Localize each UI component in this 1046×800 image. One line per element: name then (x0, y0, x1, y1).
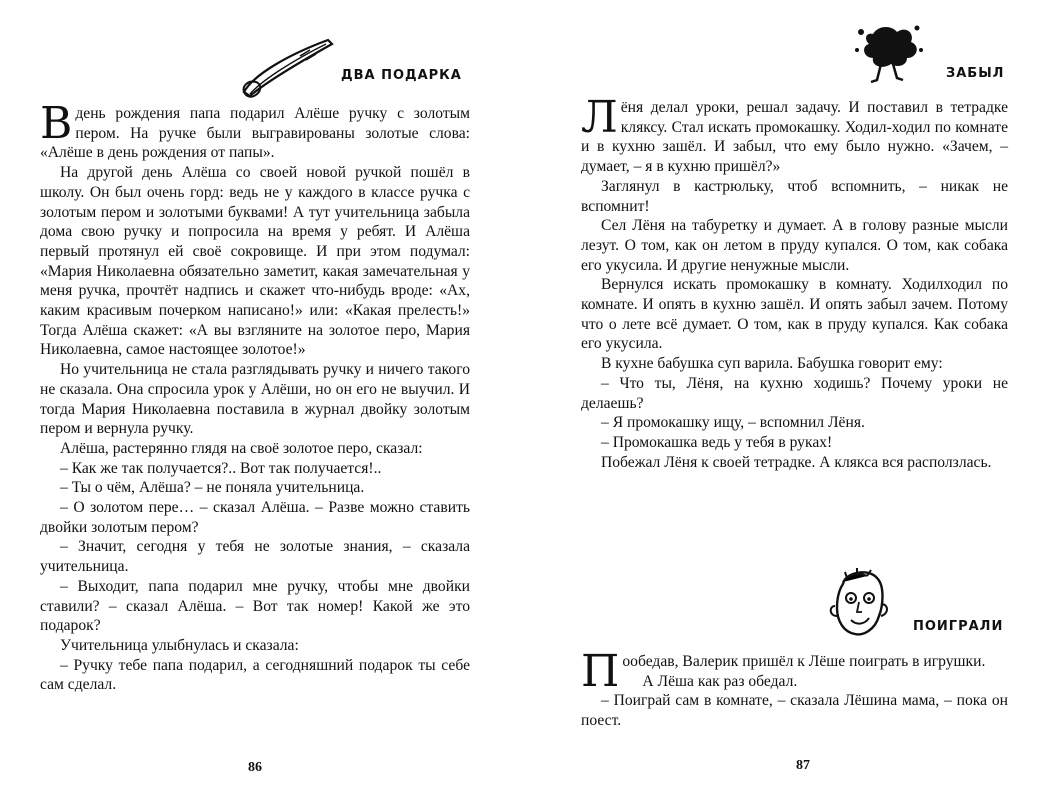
paragraph: – Промокашка ведь у тебя в руках! (601, 433, 833, 451)
paragraph: В кухне бабушка суп варила. Бабушка говорит ему: (601, 355, 943, 373)
first-paragraph (581, 92, 1008, 177)
story-text (581, 92, 1008, 472)
dropcap: Л (581, 92, 618, 143)
story-title: ЗАБЫЛ (946, 66, 1005, 81)
paragraph: Заглянул в кастрюльку, чтоб вспомнить, – никак не вспомнит! (581, 177, 1008, 215)
story-text (40, 98, 470, 695)
paragraph: – Ручку тебе папа подарил, а сегодняшний подарок ты себе сам сделал. (40, 656, 470, 694)
paragraph: – Я промокашку ищу, – вспомнил Лёня. (601, 414, 865, 432)
paragraph: Но учительница не стала разглядывать ручку и ничего такого не сказала. Она спросила урок у Алёши, но он его не выучил. И тогда Мария Николаевна поставила в журнал двойку золотым пером и вернула ручку. (40, 361, 470, 438)
paragraph: На другой день Алёша со своей новой ручкой пошёл в школу. Он был очень горд: ведь не у каждого в классе ручка с золотым пером и золотыми буквами! А тут учительница забыла дома свою ручку и попросила на время у ребят. И Алёша первый протянул ей своё сокровище. И при этом подумал: «Мария Николаевна обязательно заметит, какая замечательная у меня ручка, прочтёт надпись и скажет что-нибудь вроде: «Ах, каким красивым почерком написано!» или: «Какая прелесть!» Тогда Алёша скажет: «А вы взгляните на золотое перо, Мария Николаевна, самое настоящее золотое!» (40, 164, 470, 359)
paragraph-text: ёня делал уроки, решал задачу. И поставил в тетрадке кляксу. Стал искать промокашку. Ходил-ходил по комнате и в кухню зашёл. И забыл, что ему было нужно. «Зачем, – думает, – я в кухню пришёл?» (581, 99, 1008, 176)
paragraph: Побежал Лёня к своей тетрадке. А клякса вся расползлась. (601, 453, 992, 471)
page-number: 86 (248, 760, 262, 775)
story-text (581, 646, 1008, 731)
story-title: ДВА ПОДАРКА (341, 68, 462, 83)
paragraph: Алёша, растерянно глядя на своё золотое перо, сказал: (60, 439, 423, 457)
paragraph: – Как же так получается?.. Вот так получается!.. (60, 459, 382, 477)
dropcap: В (40, 98, 73, 149)
paragraph: – Выходит, папа подарил мне ручку, чтобы мне двойки ставили? – сказал Алёша. – Вот так номер! Какой же это подарок? (40, 577, 470, 635)
dropcap: П (581, 646, 620, 697)
right-page (523, 0, 1046, 800)
paragraph: – Значит, сегодня у тебя не золотые знания, – сказала учительница. (40, 538, 470, 576)
paragraph: – Ты о чём, Алёша? – не поняла учительница. (60, 479, 365, 497)
paragraph-text: день рождения папа подарил Алёше ручку с золотым пером. На ручке были выгравированы золотые слова: «Алёше в день рождения от папы». (40, 105, 470, 162)
paragraph: – О золотом пере… – сказал Алёша. – Разве можно ставить двойки золотым пером? (40, 499, 470, 536)
first-paragraph (40, 98, 470, 163)
paragraph: А Лёша как раз обедал. (642, 672, 798, 690)
paragraph: – Поиграй сам в комнате, – сказала Лёшина мама, – пока он поест. (581, 692, 1008, 730)
paragraph: Сел Лёня на табуретку и думает. А в голову разные мысли лезут. О том, как он летом в пруду купался. О том, как собака его укусила. И другие ненужные мысли. (581, 217, 1008, 274)
face-icon (829, 566, 889, 640)
paragraph: Вернулся искать промокашку в комнату. Ходилходил по комнате. И опять в кухню зашёл. И опять забыл зачем. Потому что о лете всё думает. О том, как в пруду купался. Как собака его укусила. (581, 276, 1008, 353)
paragraph: Учительница улыбнулась и сказала: (60, 636, 299, 654)
ink-blot-icon (853, 20, 925, 88)
paragraph: – Что ты, Лёня, на кухню ходишь? Почему уроки не делаешь? (581, 374, 1008, 412)
paragraph-text: ообедав, Валерик пришёл к Лёше поиграть в игрушки. (622, 653, 986, 670)
pen-icon (240, 36, 335, 98)
story-title: ПОИГРАЛИ (913, 619, 1004, 634)
page-number: 87 (796, 758, 810, 773)
